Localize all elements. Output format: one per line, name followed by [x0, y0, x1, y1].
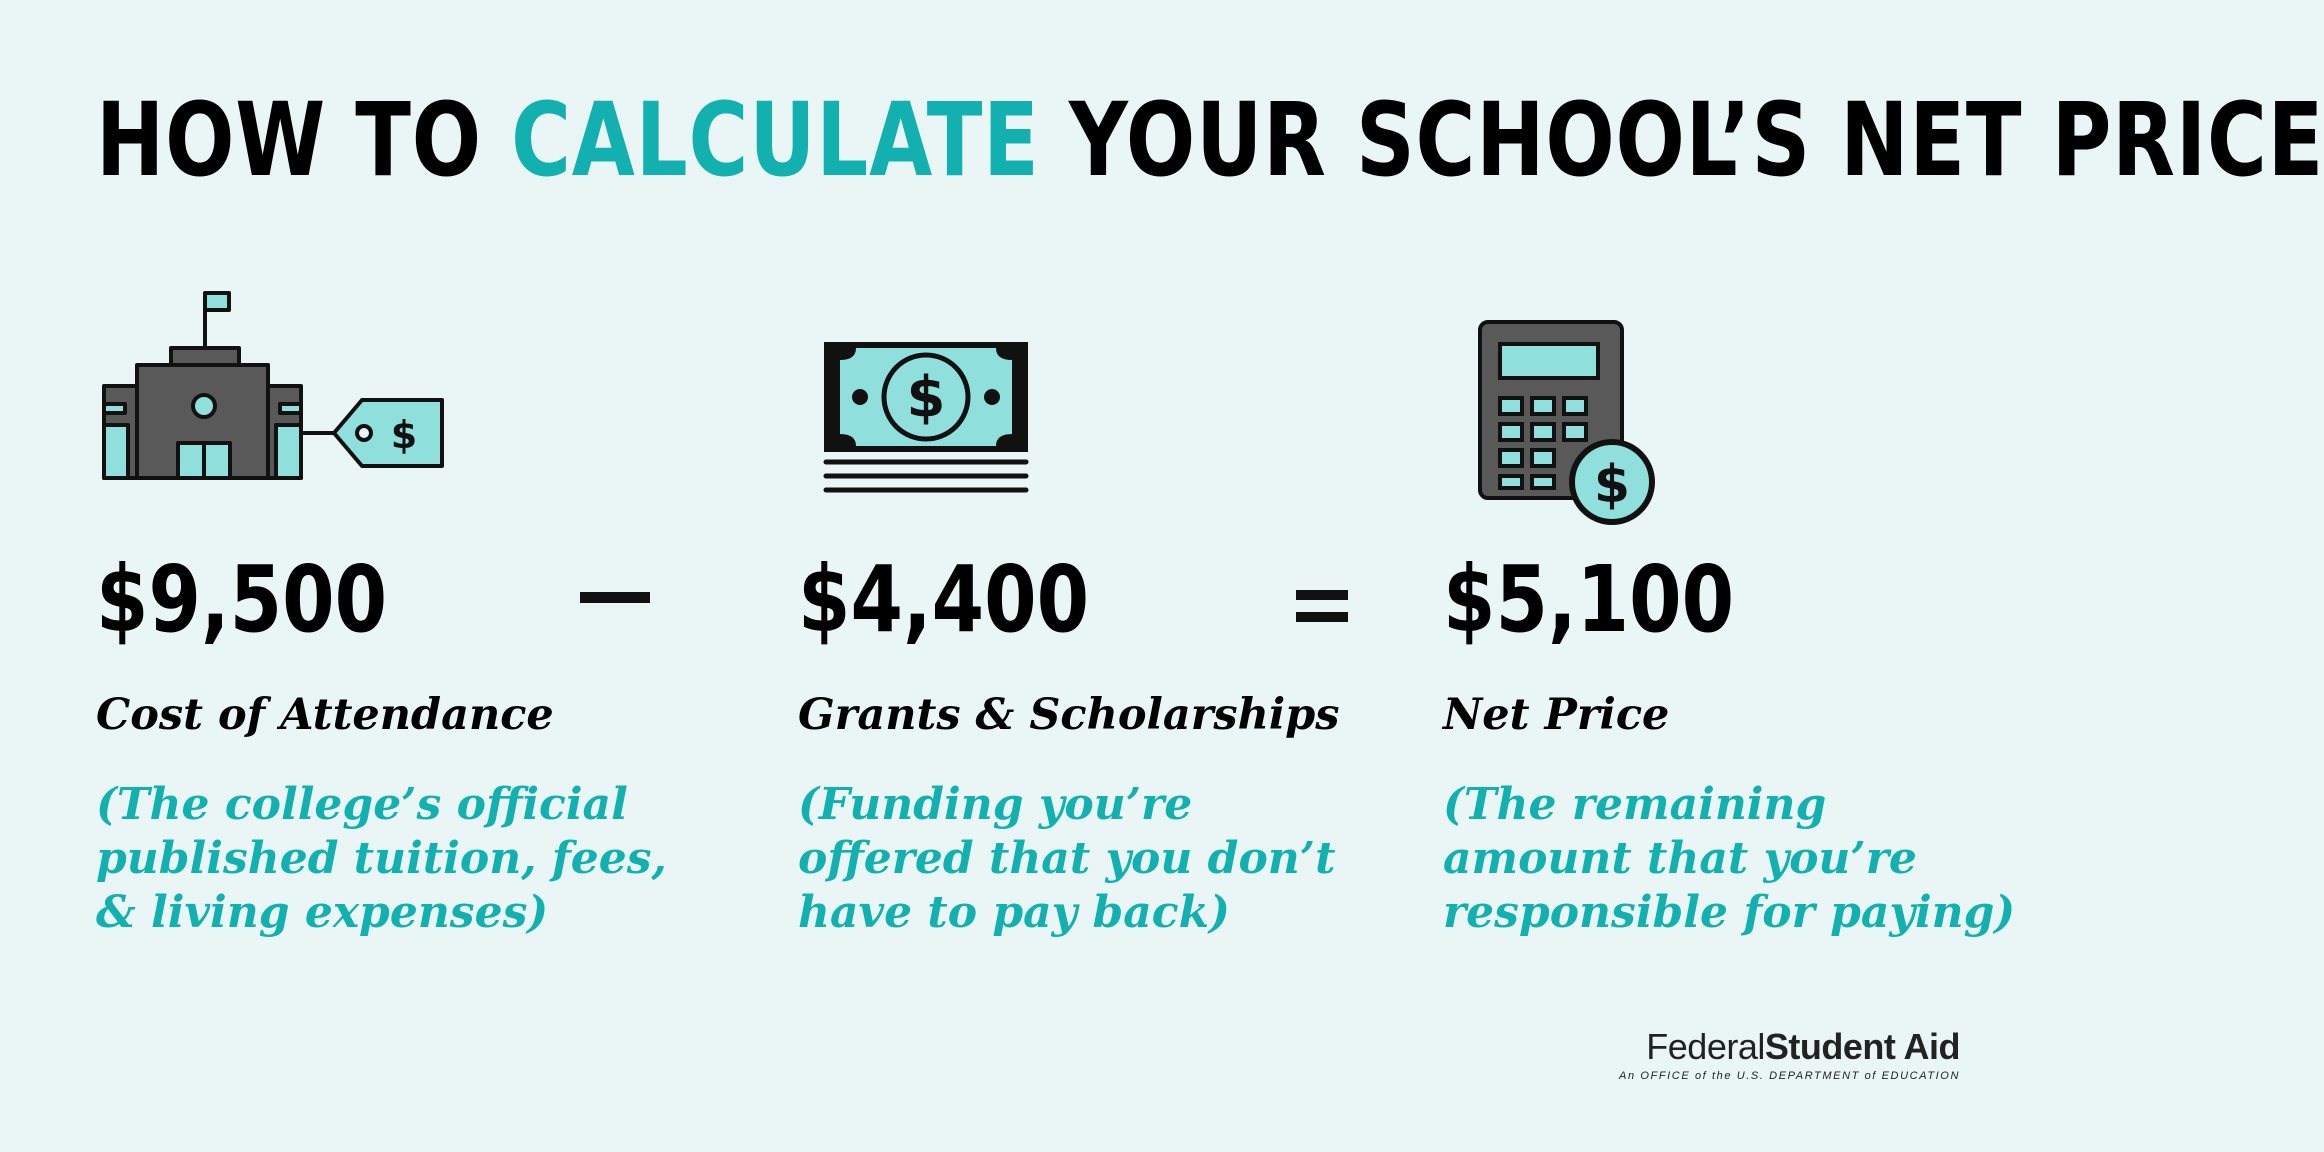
page-title	[96, 76, 2324, 206]
minus-icon	[580, 590, 650, 606]
grants-label: Grants & Scholarships	[798, 690, 1340, 740]
description-line: responsible for paying)	[1443, 887, 2016, 938]
title-highlight: CALCULATE	[511, 81, 1040, 200]
net-price-amount: $5,100	[1443, 546, 1735, 653]
brand-name-light: Federal	[1646, 1026, 1765, 1067]
cost-of-attendance-label: Cost of Attendance	[96, 690, 554, 740]
title-part1: HOW TO	[96, 81, 512, 200]
svg-text:$: $	[390, 413, 418, 457]
net-price-label: Net Price	[1443, 690, 1670, 740]
equals-icon	[1296, 588, 1348, 624]
brand-name-bold: Student Aid	[1764, 1026, 1960, 1067]
title-part2: YOUR SCHOOL’S NET PRICE	[1039, 81, 2324, 200]
description-line: published tuition, fees,	[96, 833, 667, 884]
calculator-dollar-icon	[1476, 318, 1660, 528]
description-line: & living expenses)	[96, 887, 549, 938]
svg-text:$: $	[1593, 455, 1631, 515]
cost-of-attendance-description	[96, 778, 667, 940]
description-line: offered that you don’t	[798, 833, 1336, 884]
description-line: (The college’s official	[96, 779, 628, 830]
svg-text:$: $	[906, 365, 946, 430]
description-line: (The remaining	[1443, 779, 1827, 830]
description-line: have to pay back)	[798, 887, 1230, 938]
grants-amount: $4,400	[798, 546, 1090, 653]
grants-description	[798, 778, 1335, 940]
net-price-description	[1443, 778, 2015, 940]
school-price-tag-icon	[98, 288, 448, 496]
brand-subtitle: An OFFICE of the U.S. DEPARTMENT of EDUCATION	[1619, 1070, 1960, 1082]
brand-name	[1614, 1025, 1960, 1069]
cost-of-attendance-amount: $9,500	[96, 546, 388, 653]
description-line: (Funding you’re	[798, 779, 1193, 830]
description-line: amount that you’re	[1443, 833, 1917, 884]
money-stack-icon	[820, 338, 1032, 498]
federal-student-aid-logo	[1614, 1025, 1960, 1083]
